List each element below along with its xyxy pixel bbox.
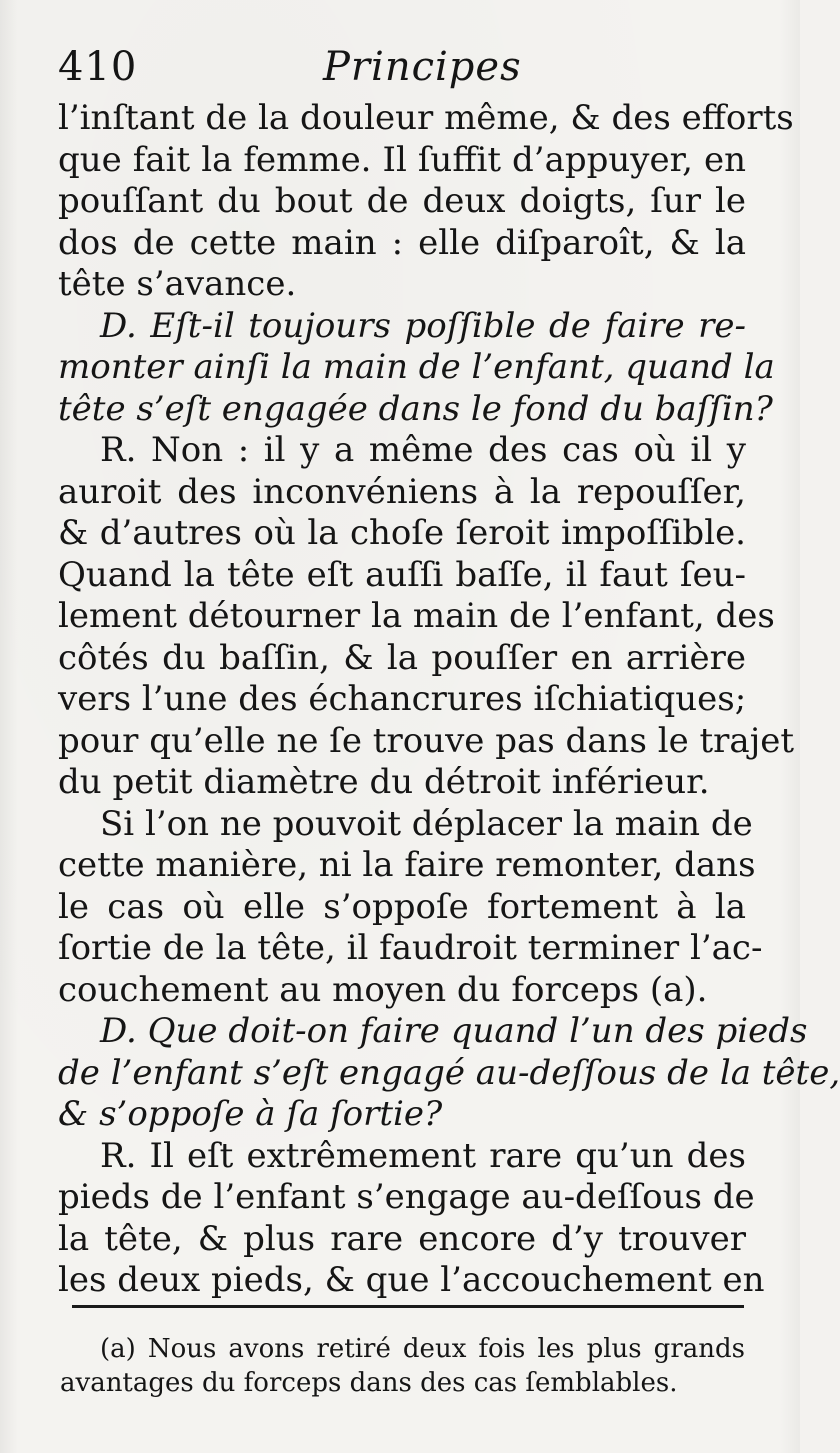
text-line: & d’autres où la choſe ſeroit impoſſible. (58, 513, 746, 553)
text-line: les deux pieds, & que l’accouchement en (58, 1260, 765, 1300)
answer-line: R. Non : il y a même des cas où il y (100, 430, 746, 470)
text-line: couchement au moyen du forceps (a). (58, 969, 708, 1010)
text-line: côtés du baſſin, & la pouſſer en arrière (58, 637, 746, 678)
footnote-line: avantages du forceps dans des cas ſemblables. (60, 1368, 678, 1398)
answer-line: R. Il eſt extrêmement rare qu’un des (100, 1135, 746, 1176)
text-line: cette manière, ni la faire remonter, dans (58, 845, 756, 885)
footnote (60, 1332, 745, 1400)
text-line: vers l’une des échancrures iſchiatiques; (58, 679, 747, 719)
text-line: auroit des inconvéniens à la repouſſer, (58, 471, 746, 512)
text-line: lement détourner la main de l’enfant, des (58, 596, 775, 636)
question-line: D. Que doit-on faire quand l’un des pieds (100, 1011, 808, 1051)
text-line: la tête, & plus rare encore d’y trouver (58, 1218, 746, 1259)
question-line: monter ainſi la main de l’enfant, quand la (58, 347, 775, 387)
text-line: que fait la femme. Il ſuffit d’appuyer, en (58, 139, 746, 180)
question-line: D. Eſt-il toujours poſſible de faire re- (100, 305, 746, 346)
footnote-rule (72, 1305, 744, 1308)
page-number: 410 (58, 44, 138, 90)
body-text (58, 98, 840, 1302)
running-title: Principes (323, 44, 522, 90)
text-line: pouſſant du bout de deux doigts, ſur le (58, 181, 746, 221)
text-line: tête s’avance. (58, 264, 297, 304)
text-line: du petit diamètre du détroit inférieur. (58, 762, 710, 802)
text-line: dos de cette main : elle diſparoît, & la (58, 222, 746, 263)
text-line: pour qu’elle ne ſe trouve pas dans le trajet (58, 720, 795, 761)
text-line: ſortie de la tête, il faudroit terminer l’ac- (58, 928, 763, 968)
text-line: Quand la tête eſt auſſi baſſe, il faut ſeu- (58, 554, 746, 595)
question-line: de l’enfant s’eſt engagé au-deſſous de la tête, (58, 1052, 840, 1093)
text-line: le cas où elle s’oppoſe fortement à la (58, 886, 746, 927)
text-line: Si l’on ne pouvoit déplacer la main de (100, 803, 753, 844)
running-head (58, 44, 748, 100)
text-line: l’inſtant de la douleur même, & des efforts (58, 98, 794, 138)
question-line: & s’oppoſe à ſa ſortie? (58, 1094, 443, 1134)
question-line: tête s’eſt engagée dans le fond du baſſin? (58, 388, 773, 429)
footnote-line: (a) Nous avons retiré deux fois les plus grands (100, 1334, 745, 1364)
text-line: pieds de l’enfant s’engage au-deſſous de (58, 1177, 755, 1217)
